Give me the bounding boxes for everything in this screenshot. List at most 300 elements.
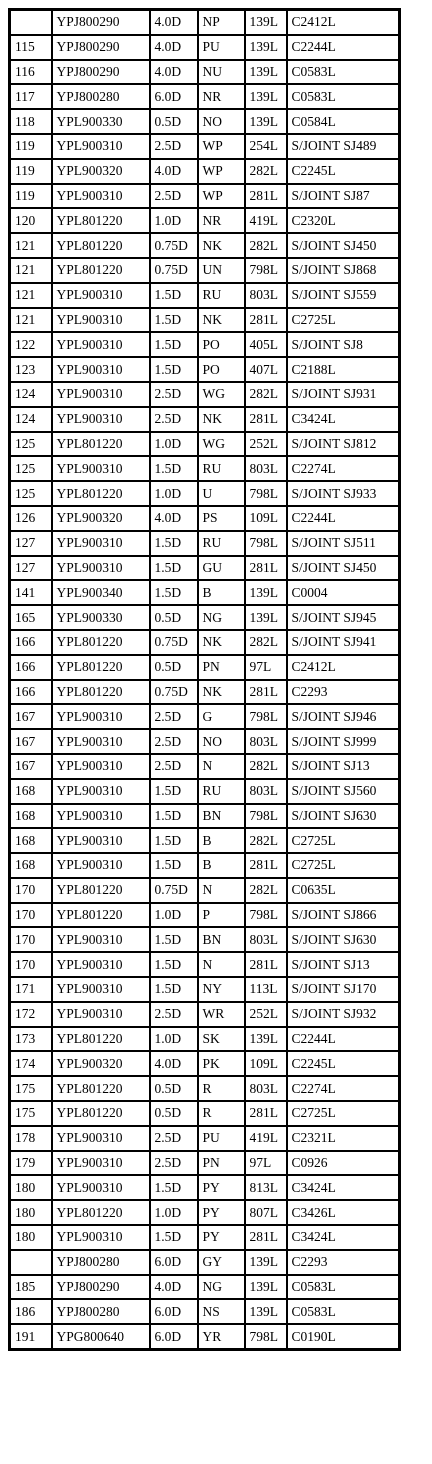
length-cell: 798L — [245, 704, 287, 729]
table-row — [10, 1002, 400, 1027]
length-cell: 139L — [245, 580, 287, 605]
color-code-cell: N — [198, 952, 245, 977]
connection-cell: S/JOINT SJ866 — [287, 903, 400, 928]
connection-cell: C3424L — [287, 1225, 400, 1250]
color-code-cell: NP — [198, 10, 245, 35]
table-row — [10, 1225, 400, 1250]
size-cell: 1.0D — [150, 1200, 198, 1225]
part-number-cell: YPJ800290 — [52, 10, 150, 35]
length-cell: 254L — [245, 134, 287, 159]
connection-cell: S/JOINT SJ559 — [287, 283, 400, 308]
length-cell: 282L — [245, 754, 287, 779]
table-row — [10, 332, 400, 357]
size-cell: 1.5D — [150, 977, 198, 1002]
length-cell: 282L — [245, 159, 287, 184]
color-code-cell: PY — [198, 1175, 245, 1200]
row-number-cell: 125 — [10, 456, 52, 481]
row-number-cell: 168 — [10, 828, 52, 853]
connection-cell: C2274L — [287, 456, 400, 481]
connection-cell: S/JOINT SJ630 — [287, 927, 400, 952]
row-number-cell — [10, 10, 52, 35]
connection-cell: C0583L — [287, 84, 400, 109]
row-number-cell: 168 — [10, 853, 52, 878]
size-cell: 2.5D — [150, 382, 198, 407]
row-number-cell: 167 — [10, 704, 52, 729]
size-cell: 1.5D — [150, 456, 198, 481]
table-row — [10, 1175, 400, 1200]
color-code-cell: SK — [198, 1027, 245, 1052]
row-number-cell: 119 — [10, 159, 52, 184]
part-number-cell: YPL900310 — [52, 828, 150, 853]
table-row — [10, 704, 400, 729]
row-number-cell: 167 — [10, 729, 52, 754]
size-cell: 4.0D — [150, 60, 198, 85]
part-number-cell: YPL900310 — [52, 283, 150, 308]
color-code-cell: NK — [198, 407, 245, 432]
color-code-cell: RU — [198, 779, 245, 804]
table-row — [10, 580, 400, 605]
part-number-cell: YPL900320 — [52, 1051, 150, 1076]
size-cell: 6.0D — [150, 84, 198, 109]
row-number-cell: 168 — [10, 804, 52, 829]
row-number-cell: 165 — [10, 605, 52, 630]
table-row — [10, 1101, 400, 1126]
color-code-cell: WP — [198, 134, 245, 159]
length-cell: 281L — [245, 680, 287, 705]
row-number-cell: 121 — [10, 258, 52, 283]
table-row — [10, 754, 400, 779]
row-number-cell: 141 — [10, 580, 52, 605]
size-cell: 1.5D — [150, 332, 198, 357]
length-cell: 113L — [245, 977, 287, 1002]
connection-cell: S/JOINT SJ630 — [287, 804, 400, 829]
length-cell: 282L — [245, 828, 287, 853]
table-row — [10, 680, 400, 705]
connection-cell: C0583L — [287, 1275, 400, 1300]
row-number-cell — [10, 1250, 52, 1275]
connection-cell: C0584L — [287, 109, 400, 134]
part-number-cell: YPL900310 — [52, 456, 150, 481]
color-code-cell: NY — [198, 977, 245, 1002]
row-number-cell: 185 — [10, 1275, 52, 1300]
connection-cell: C2725L — [287, 308, 400, 333]
part-number-cell: YPL900310 — [52, 729, 150, 754]
color-code-cell: P — [198, 903, 245, 928]
length-cell: 139L — [245, 60, 287, 85]
color-code-cell: U — [198, 481, 245, 506]
table-row — [10, 729, 400, 754]
length-cell: 109L — [245, 1051, 287, 1076]
color-code-cell: BN — [198, 927, 245, 952]
length-cell: 803L — [245, 1076, 287, 1101]
length-cell: 798L — [245, 258, 287, 283]
connection-cell: C0583L — [287, 60, 400, 85]
table-row — [10, 878, 400, 903]
table-row — [10, 977, 400, 1002]
part-number-cell: YPL801220 — [52, 1200, 150, 1225]
part-number-cell: YPJ800280 — [52, 1250, 150, 1275]
connection-cell: S/JOINT SJ933 — [287, 481, 400, 506]
part-number-cell: YPL900310 — [52, 407, 150, 432]
connection-cell: C3424L — [287, 1175, 400, 1200]
connection-cell: C2293 — [287, 1250, 400, 1275]
connection-cell: C2188L — [287, 357, 400, 382]
size-cell: 0.75D — [150, 680, 198, 705]
row-number-cell: 166 — [10, 680, 52, 705]
table-row — [10, 1051, 400, 1076]
part-number-cell: YPJ800290 — [52, 60, 150, 85]
length-cell: 282L — [245, 630, 287, 655]
table-row — [10, 804, 400, 829]
row-number-cell: 121 — [10, 308, 52, 333]
part-number-cell: YPL900310 — [52, 184, 150, 209]
table-row — [10, 382, 400, 407]
length-cell: 139L — [245, 10, 287, 35]
connection-cell: C2412L — [287, 655, 400, 680]
table-row — [10, 927, 400, 952]
part-number-cell: YPL801220 — [52, 630, 150, 655]
size-cell: 1.0D — [150, 1027, 198, 1052]
size-cell: 0.75D — [150, 630, 198, 655]
size-cell: 2.5D — [150, 1151, 198, 1176]
color-code-cell: NO — [198, 729, 245, 754]
size-cell: 4.0D — [150, 10, 198, 35]
table-row — [10, 903, 400, 928]
size-cell: 4.0D — [150, 159, 198, 184]
part-number-cell: YPL900330 — [52, 605, 150, 630]
size-cell: 0.5D — [150, 605, 198, 630]
length-cell: 281L — [245, 407, 287, 432]
length-cell: 139L — [245, 605, 287, 630]
size-cell: 2.5D — [150, 184, 198, 209]
color-code-cell: RU — [198, 283, 245, 308]
part-number-cell: YPL801220 — [52, 655, 150, 680]
row-number-cell: 173 — [10, 1027, 52, 1052]
color-code-cell: G — [198, 704, 245, 729]
part-number-cell: YPJ800290 — [52, 35, 150, 60]
row-number-cell: 125 — [10, 432, 52, 457]
connection-cell: C0583L — [287, 1299, 400, 1324]
connection-cell: S/JOINT SJ999 — [287, 729, 400, 754]
size-cell: 0.5D — [150, 1076, 198, 1101]
connection-cell: S/JOINT SJ13 — [287, 754, 400, 779]
part-number-cell: YPL900310 — [52, 531, 150, 556]
size-cell: 1.5D — [150, 853, 198, 878]
table-row — [10, 630, 400, 655]
row-number-cell: 168 — [10, 779, 52, 804]
color-code-cell: PY — [198, 1200, 245, 1225]
part-number-cell: YPL900310 — [52, 1175, 150, 1200]
color-code-cell: GY — [198, 1250, 245, 1275]
color-code-cell: NK — [198, 233, 245, 258]
row-number-cell: 180 — [10, 1200, 52, 1225]
table-row — [10, 109, 400, 134]
size-cell: 4.0D — [150, 1051, 198, 1076]
part-number-cell: YPL900310 — [52, 779, 150, 804]
color-code-cell: NO — [198, 109, 245, 134]
part-number-cell: YPL900310 — [52, 332, 150, 357]
length-cell: 282L — [245, 878, 287, 903]
length-cell: 109L — [245, 506, 287, 531]
color-code-cell: PU — [198, 1126, 245, 1151]
row-number-cell: 118 — [10, 109, 52, 134]
connection-cell: S/JOINT SJ13 — [287, 952, 400, 977]
part-number-cell: YPL900310 — [52, 1126, 150, 1151]
color-code-cell: NR — [198, 208, 245, 233]
color-code-cell: N — [198, 754, 245, 779]
size-cell: 4.0D — [150, 506, 198, 531]
size-cell: 1.5D — [150, 357, 198, 382]
length-cell: 282L — [245, 382, 287, 407]
row-number-cell: 171 — [10, 977, 52, 1002]
table-row — [10, 1027, 400, 1052]
part-number-cell: YPL900310 — [52, 927, 150, 952]
connection-cell: S/JOINT SJ170 — [287, 977, 400, 1002]
color-code-cell: NR — [198, 84, 245, 109]
length-cell: 803L — [245, 779, 287, 804]
length-cell: 419L — [245, 208, 287, 233]
row-number-cell: 174 — [10, 1051, 52, 1076]
row-number-cell: 186 — [10, 1299, 52, 1324]
length-cell: 139L — [245, 1027, 287, 1052]
table-row — [10, 308, 400, 333]
length-cell: 281L — [245, 184, 287, 209]
row-number-cell: 178 — [10, 1126, 52, 1151]
length-cell: 798L — [245, 481, 287, 506]
table-row — [10, 655, 400, 680]
connection-cell: C0635L — [287, 878, 400, 903]
row-number-cell: 127 — [10, 556, 52, 581]
part-number-cell: YPL900340 — [52, 580, 150, 605]
size-cell: 6.0D — [150, 1250, 198, 1275]
row-number-cell: 123 — [10, 357, 52, 382]
size-cell: 0.5D — [150, 1101, 198, 1126]
part-number-cell: YPL900310 — [52, 357, 150, 382]
table-row — [10, 952, 400, 977]
size-cell: 4.0D — [150, 35, 198, 60]
part-number-cell: YPL900310 — [52, 308, 150, 333]
connection-cell: C2244L — [287, 1027, 400, 1052]
part-number-cell: YPL801220 — [52, 258, 150, 283]
table-row — [10, 556, 400, 581]
table-row — [10, 35, 400, 60]
color-code-cell: PO — [198, 332, 245, 357]
part-number-cell: YPL900330 — [52, 109, 150, 134]
length-cell: 139L — [245, 1299, 287, 1324]
part-number-cell: YPL801220 — [52, 1076, 150, 1101]
table-row — [10, 10, 400, 35]
color-code-cell: PY — [198, 1225, 245, 1250]
part-number-cell: YPG800640 — [52, 1324, 150, 1349]
size-cell: 1.5D — [150, 1225, 198, 1250]
connection-cell: C0926 — [287, 1151, 400, 1176]
size-cell: 2.5D — [150, 704, 198, 729]
connection-cell: C0190L — [287, 1324, 400, 1349]
part-number-cell: YPL900310 — [52, 853, 150, 878]
row-number-cell: 122 — [10, 332, 52, 357]
part-number-cell: YPL801220 — [52, 233, 150, 258]
part-number-cell: YPL801220 — [52, 208, 150, 233]
size-cell: 2.5D — [150, 407, 198, 432]
length-cell: 798L — [245, 531, 287, 556]
size-cell: 1.5D — [150, 927, 198, 952]
length-cell: 803L — [245, 283, 287, 308]
color-code-cell: NK — [198, 680, 245, 705]
row-number-cell: 175 — [10, 1076, 52, 1101]
table-row — [10, 1076, 400, 1101]
connection-cell: S/JOINT SJ450 — [287, 233, 400, 258]
size-cell: 2.5D — [150, 729, 198, 754]
length-cell: 97L — [245, 1151, 287, 1176]
connection-cell: C2245L — [287, 1051, 400, 1076]
part-number-cell: YPL900310 — [52, 977, 150, 1002]
part-number-cell: YPL900310 — [52, 804, 150, 829]
row-number-cell: 170 — [10, 952, 52, 977]
color-code-cell: R — [198, 1076, 245, 1101]
connection-cell: C2244L — [287, 506, 400, 531]
color-code-cell: NG — [198, 605, 245, 630]
size-cell: 0.75D — [150, 233, 198, 258]
length-cell: 803L — [245, 456, 287, 481]
connection-cell: S/JOINT SJ932 — [287, 1002, 400, 1027]
connection-cell: C2725L — [287, 853, 400, 878]
row-number-cell: 126 — [10, 506, 52, 531]
length-cell: 807L — [245, 1200, 287, 1225]
color-code-cell: WR — [198, 1002, 245, 1027]
length-cell: 97L — [245, 655, 287, 680]
row-number-cell: 121 — [10, 233, 52, 258]
connection-cell: C2274L — [287, 1076, 400, 1101]
size-cell: 2.5D — [150, 134, 198, 159]
length-cell: 139L — [245, 84, 287, 109]
row-number-cell: 127 — [10, 531, 52, 556]
color-code-cell: N — [198, 878, 245, 903]
size-cell: 1.5D — [150, 531, 198, 556]
size-cell: 0.5D — [150, 655, 198, 680]
color-code-cell: WG — [198, 432, 245, 457]
connection-cell: S/JOINT SJ941 — [287, 630, 400, 655]
table-row — [10, 208, 400, 233]
size-cell: 1.5D — [150, 952, 198, 977]
color-code-cell: B — [198, 828, 245, 853]
connection-cell: S/JOINT SJ560 — [287, 779, 400, 804]
row-number-cell: 170 — [10, 903, 52, 928]
length-cell: 803L — [245, 729, 287, 754]
table-row — [10, 1275, 400, 1300]
size-cell: 4.0D — [150, 1275, 198, 1300]
length-cell: 252L — [245, 1002, 287, 1027]
length-cell: 281L — [245, 1101, 287, 1126]
length-cell: 405L — [245, 332, 287, 357]
row-number-cell: 119 — [10, 184, 52, 209]
color-code-cell: PU — [198, 35, 245, 60]
size-cell: 0.75D — [150, 258, 198, 283]
length-cell: 407L — [245, 357, 287, 382]
size-cell: 2.5D — [150, 1126, 198, 1151]
table-row — [10, 1324, 400, 1349]
table-row — [10, 779, 400, 804]
color-code-cell: NG — [198, 1275, 245, 1300]
color-code-cell: GU — [198, 556, 245, 581]
table-row — [10, 184, 400, 209]
table-row — [10, 1299, 400, 1324]
length-cell: 282L — [245, 233, 287, 258]
wiring-parts-table — [8, 8, 401, 1351]
table-row — [10, 531, 400, 556]
table-row — [10, 134, 400, 159]
table-row — [10, 853, 400, 878]
color-code-cell: NK — [198, 630, 245, 655]
connection-cell: S/JOINT SJ511 — [287, 531, 400, 556]
length-cell: 281L — [245, 556, 287, 581]
row-number-cell: 117 — [10, 84, 52, 109]
size-cell: 0.5D — [150, 109, 198, 134]
part-number-cell: YPL801220 — [52, 1027, 150, 1052]
part-number-cell: YPJ800280 — [52, 84, 150, 109]
color-code-cell: PN — [198, 655, 245, 680]
table-row — [10, 357, 400, 382]
table-row — [10, 60, 400, 85]
row-number-cell: 125 — [10, 481, 52, 506]
part-number-cell: YPL900320 — [52, 506, 150, 531]
connection-cell: S/JOINT SJ8 — [287, 332, 400, 357]
length-cell: 139L — [245, 109, 287, 134]
length-cell: 139L — [245, 1275, 287, 1300]
row-number-cell: 124 — [10, 407, 52, 432]
part-number-cell: YPL900310 — [52, 134, 150, 159]
length-cell: 798L — [245, 804, 287, 829]
row-number-cell: 124 — [10, 382, 52, 407]
connection-cell: C3426L — [287, 1200, 400, 1225]
length-cell: 281L — [245, 952, 287, 977]
connection-cell: S/JOINT SJ945 — [287, 605, 400, 630]
color-code-cell: RU — [198, 456, 245, 481]
size-cell: 1.0D — [150, 481, 198, 506]
length-cell: 419L — [245, 1126, 287, 1151]
length-cell: 139L — [245, 1250, 287, 1275]
part-number-cell: YPL900310 — [52, 952, 150, 977]
size-cell: 1.5D — [150, 828, 198, 853]
connection-cell: C2321L — [287, 1126, 400, 1151]
table-row — [10, 1250, 400, 1275]
length-cell: 798L — [245, 903, 287, 928]
color-code-cell: WG — [198, 382, 245, 407]
color-code-cell: PN — [198, 1151, 245, 1176]
part-number-cell: YPL900320 — [52, 159, 150, 184]
table-row — [10, 1151, 400, 1176]
color-code-cell: NK — [198, 308, 245, 333]
connection-cell: S/JOINT SJ489 — [287, 134, 400, 159]
row-number-cell: 170 — [10, 927, 52, 952]
table-row — [10, 605, 400, 630]
table-row — [10, 432, 400, 457]
connection-cell: C2412L — [287, 10, 400, 35]
color-code-cell: PS — [198, 506, 245, 531]
color-code-cell: R — [198, 1101, 245, 1126]
size-cell: 1.5D — [150, 308, 198, 333]
color-code-cell: RU — [198, 531, 245, 556]
connection-cell: S/JOINT SJ931 — [287, 382, 400, 407]
row-number-cell: 180 — [10, 1175, 52, 1200]
row-number-cell: 116 — [10, 60, 52, 85]
part-number-cell: YPL900310 — [52, 382, 150, 407]
connection-cell: S/JOINT SJ87 — [287, 184, 400, 209]
size-cell: 1.0D — [150, 208, 198, 233]
part-number-cell: YPL801220 — [52, 903, 150, 928]
length-cell: 803L — [245, 927, 287, 952]
size-cell: 1.5D — [150, 556, 198, 581]
color-code-cell: BN — [198, 804, 245, 829]
